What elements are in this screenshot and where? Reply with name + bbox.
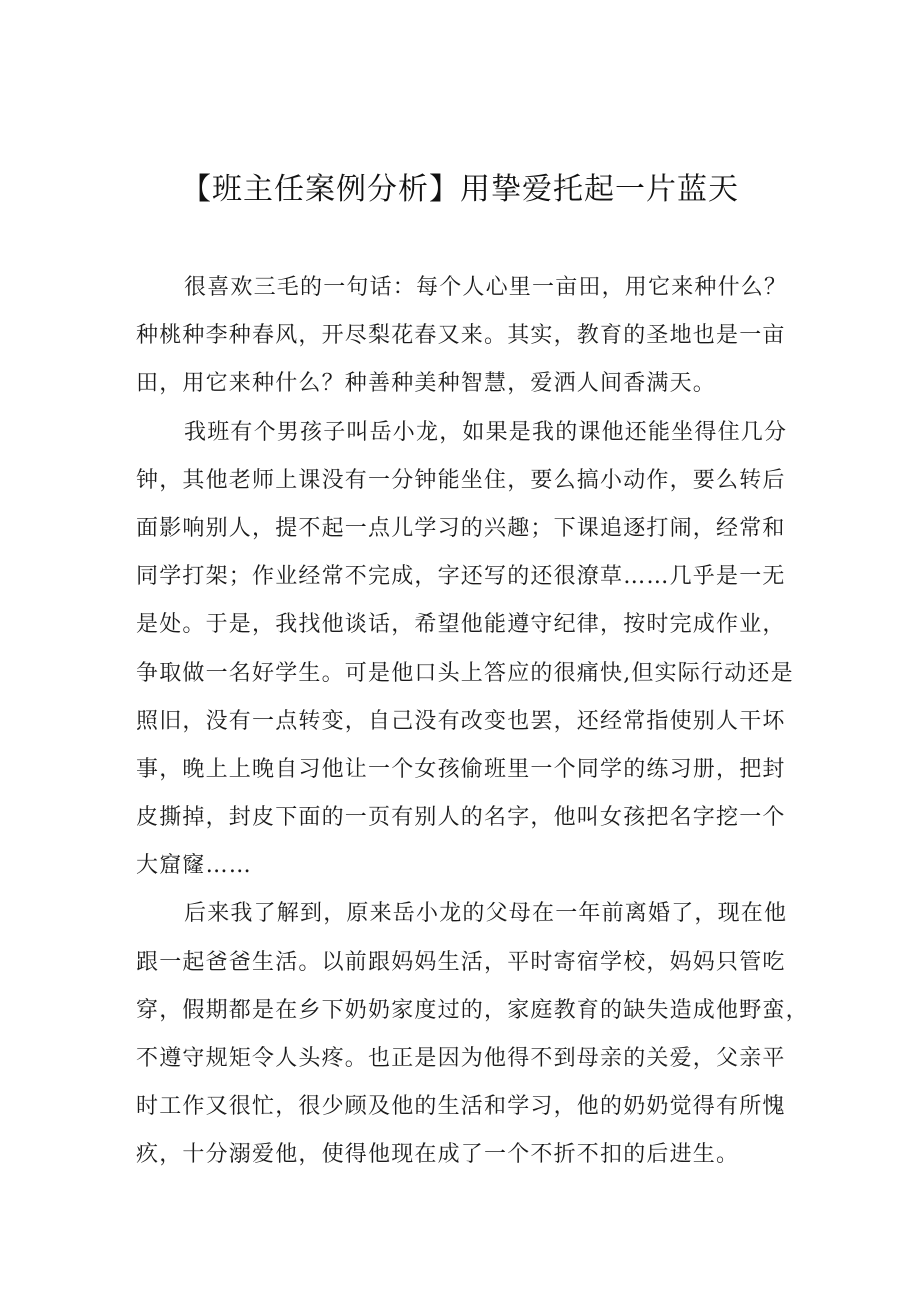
document-title: 【班主任案例分析】用挚爱托起一片蓝天 <box>181 172 739 207</box>
text-line: 不遵守规矩令人头疼。也正是因为他得不到母亲的关爱，父亲平 <box>136 1046 786 1071</box>
text-line: 跟一起爸爸生活。以前跟妈妈生活，平时寄宿学校，妈妈只管吃 <box>136 949 786 975</box>
text-line: 事，晚上上晚自习他让一个女孩偷班里一个同学的练习册，把封 <box>136 756 786 782</box>
document-body <box>136 264 809 1180</box>
text-line: 后来我了解到，原来岳小龙的父母在一年前离婚了，现在他 <box>184 901 788 927</box>
text-line: 皮撕掉，封皮下面的一页有别人的名字，他叫女孩把名字挖一个 <box>136 805 786 831</box>
text-line: 同学打架；作业经常不完成，字还写的还很潦草……几乎是一无 <box>136 564 786 590</box>
text-line: 时工作又很忙，很少顾及他的生活和学习，他的奶奶觉得有所愧 <box>136 1094 786 1120</box>
text-line: 种桃种李种春风，开尽梨花春又来。其实，教育的圣地也是一亩 <box>136 323 786 349</box>
text-line: 大窟窿…… <box>136 853 253 879</box>
text-line: 田，用它来种什么？种善种美种智慧，爱洒人间香满天。 <box>136 371 717 397</box>
text-line: 照旧，没有一点转变，自己没有改变也罢，还经常指使别人干坏 <box>136 708 786 734</box>
text-line: 钟，其他老师上课没有一分钟能坐住，要么搞小动作，要么转后 <box>136 467 786 493</box>
text-line: 面影响别人，提不起一点儿学习的兴趣；下课追逐打闹，经常和 <box>136 515 786 541</box>
text-line: 是处。于是，我找他谈话，希望他能遵守纪律，按时完成作业， <box>136 612 786 638</box>
text-line: 争取做一名好学生。可是他口头上答应的很痛快,但实际行动还是 <box>136 660 794 686</box>
text-line: 我班有个男孩子叫岳小龙，如果是我的课他还能坐得住几分 <box>184 419 788 445</box>
text-line: 穿，假期都是在乡下奶奶家度过的，家庭教育的缺失造成他野蛮， <box>136 997 809 1023</box>
text-line: 很喜欢三毛的一句话：每个人心里一亩田，用它来种什么？ <box>184 275 788 300</box>
text-line: 疚，十分溺爱他，使得他现在成了一个不折不扣的后进生。 <box>136 1142 740 1168</box>
